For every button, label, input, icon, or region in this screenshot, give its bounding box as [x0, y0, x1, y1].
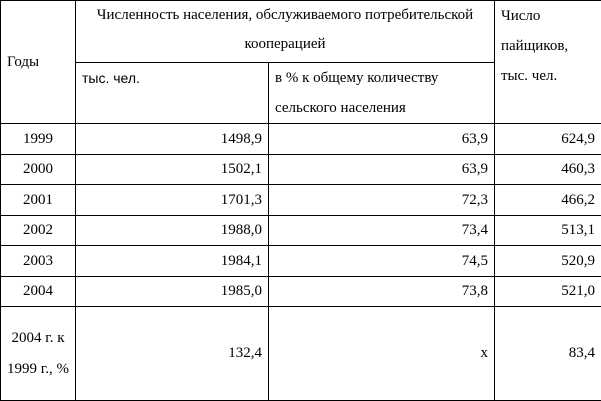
row-year-cell: 2000 — [1, 155, 76, 185]
row-year-cell: 2001 — [1, 185, 76, 216]
row-percent-cell: 73,4 — [269, 216, 495, 246]
row-thousands-cell: 1985,0 — [76, 277, 269, 307]
row-thousands-cell: 1701,3 — [76, 185, 269, 216]
header-thousands: тыс. чел. — [76, 63, 269, 124]
row-year-cell: 1999 — [1, 124, 76, 155]
row-year-cell: 2003 — [1, 246, 76, 277]
table-row — [1, 185, 601, 216]
header-years: Годы — [1, 1, 76, 124]
row-percent-cell: 73,8 — [269, 277, 495, 307]
row-members-cell: 466,2 — [495, 185, 601, 216]
row-members-cell: 520,9 — [495, 246, 601, 277]
header-percent: в % к общему количеству сельского населения — [269, 63, 495, 124]
row-percent-cell: 72,3 — [269, 185, 495, 216]
header-members: Число пайщиков, тыс. чел. — [495, 1, 601, 124]
summary-percent: х — [269, 307, 495, 401]
row-year-cell: 2004 — [1, 277, 76, 307]
row-year-cell: 2002 — [1, 216, 76, 246]
row-members-cell: 624,9 — [495, 124, 601, 155]
table-row — [1, 277, 601, 307]
summary-members: 83,4 — [495, 307, 601, 401]
row-members-cell: 460,3 — [495, 155, 601, 185]
row-thousands-cell: 1498,9 — [76, 124, 269, 155]
table-row — [1, 246, 601, 277]
summary-year: 2004 г. к 1999 г., % — [1, 307, 76, 401]
row-members-cell: 513,1 — [495, 216, 601, 246]
row-percent-cell: 63,9 — [269, 155, 495, 185]
table-row — [1, 216, 601, 246]
row-percent-cell: 74,5 — [269, 246, 495, 277]
row-thousands-cell: 1988,0 — [76, 216, 269, 246]
row-thousands-cell: 1502,1 — [76, 155, 269, 185]
row-thousands-cell: 1984,1 — [76, 246, 269, 277]
row-percent-cell: 63,9 — [269, 124, 495, 155]
table-row — [1, 124, 601, 155]
row-members-cell: 521,0 — [495, 277, 601, 307]
header-population-group: Численность населения, обслуживаемого потребительской кооперацией — [76, 1, 495, 63]
summary-thousands: 132,4 — [76, 307, 269, 401]
table-row-summary — [1, 307, 601, 401]
table-row — [1, 155, 601, 185]
